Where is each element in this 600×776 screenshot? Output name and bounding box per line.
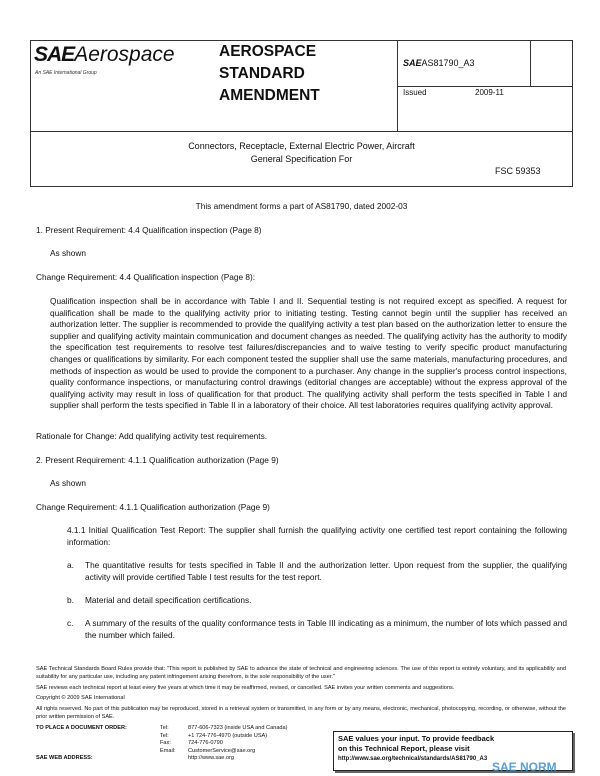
footer-review: SAE reviews each technical report at least every five years at which time it may be reaffirmed, revised, or cancelled. SAE invites your written comments and suggestions. [36,685,455,691]
present-requirement-1: 1. Present Requirement: 4.4 Qualification inspection (Page 8) [36,225,262,235]
change-requirement-1: Change Requirement: 4.4 Qualification inspection (Page 8): [36,272,256,282]
web-link[interactable]: http://www.sae.org [188,755,235,761]
intro: This amendment forms a part of AS81790, dated 2002-03 [195,201,408,211]
footer-rules: SAE Technical Standards Board Rules provide that: "This report is published by SAE to advance the state of technical and engineering sciences. The use of this report is entirely voluntary, and its applicability and suitability for any particular use, including any patent infringement arising therefrom, is the sole responsibility of the user." [36,666,566,680]
as-shown-2: As shown [50,478,86,488]
list-marker-c: c. [67,618,74,628]
change-text-2: 4.1.1 Initial Qualification Test Report: The supplier shall furnish the qualifying activity one certified test report containing the following information: [67,525,567,547]
list-item-b: Material and detail specification certifications. [85,595,252,605]
list-marker-b: b. [67,595,74,605]
present-requirement-2: 2. Present Requirement: 4.1.1 Qualification authorization (Page 9) [36,455,279,465]
list-item-c: A summary of the results of the quality conformance tests in Table III indicating as a minimum, the number of lots which passed and the number which failed. [85,618,567,640]
sae-norm-watermark: SAE NORM [492,760,557,774]
document-title: Connectors, Receptacle, External Electric Power, Aircraft General Specification For [188,141,415,164]
web-label: SAE WEB ADDRESS: [36,755,93,761]
order-label: TO PLACE A DOCUMENT ORDER: [36,725,127,731]
change-requirement-2: Change Requirement: 4.1.1 Qualification authorization (Page 9) [36,502,270,512]
feedback-link[interactable]: http://www.sae.org/technical/standards/AS81790_A3 [338,756,488,762]
fsc-code: FSC 59353 [495,166,541,176]
logo-subtitle: An SAE International Group [35,70,97,76]
change-text-1: Qualification inspection shall be in accordance with Table I and II. Sequential testing is not required except as specified. A request for qualification shall be made to the qualifying activity prior to initiating testing. Testing cannot begin until the supplier has received an authorization letter. The supplier is recommended to provide the qualifying activity a test plan based on the authorization letter to ensure the supplier and qualifying activity maintain communication and document changes as needed. The qualifying activity has the authority to modify the specification test requirements to resolve test failures/discrepancies and to waive testing to verify specific product manufacturing changes or qualifications by similarity. For each component tested the supplier shall use the same materials, manufacturing procedures, and methods of inspection as would be used to provide the component to a purchaser. Any change in the supplier's process control inspections, quality conformance inspections, or manufacturing control drawings (editorial changes are acceptable) without the express approval of the qualifying activity may result in loss of qualification for that product. The qualifying activity shall perform the tests specified in Table I and supplier shall perform the tests specified in Table II in a laboratory of their choice. All test laboratories requires qualifying activity approval. [50,296,567,411]
list-marker-a: a. [67,560,74,570]
issued-label: Issued [403,88,427,97]
list-item-a: The quantitative results for tests specified in Table II and the authorization letter. Upon request from the supplier, the qualifying activity will provide certified Table I test results for the test report. [85,560,567,582]
sae-aerospace-logo: SAEAerospace [34,43,175,66]
email-link[interactable]: CustomerService@sae.org [188,747,256,754]
feedback-box: SAE values your input. To provide feedback on this Technical Report, please visit http://www.sae.org/technical/standards/AS81790_A3 [333,731,573,771]
issued-date: 2009-11 [475,88,504,97]
document-number: SAEAS81790_A3 [403,58,475,68]
document-type: AEROSPACE STANDARD AMENDMENT [219,43,320,104]
as-shown-1: As shown [50,248,86,258]
contacts: Tel: 877-606-7323 (inside USA and Canada) Tel: +1 724-776-4970 (outside USA) Fax: 724-776-0790 Email: CustomerService@sae.org http://www.sae.org [160,725,288,761]
rationale-1: Rationale for Change: Add qualifying activity test requirements. [36,431,268,441]
footer-rights: All rights reserved. No part of this publication may be reproduced, stored in a retrieval system or transmitted, in any form or by any means, electronic, mechanical, photocopying, recording, or otherwise, without the prior written permission of SAE. [36,706,566,720]
footer-copyright: Copyright © 2009 SAE International [36,695,125,701]
